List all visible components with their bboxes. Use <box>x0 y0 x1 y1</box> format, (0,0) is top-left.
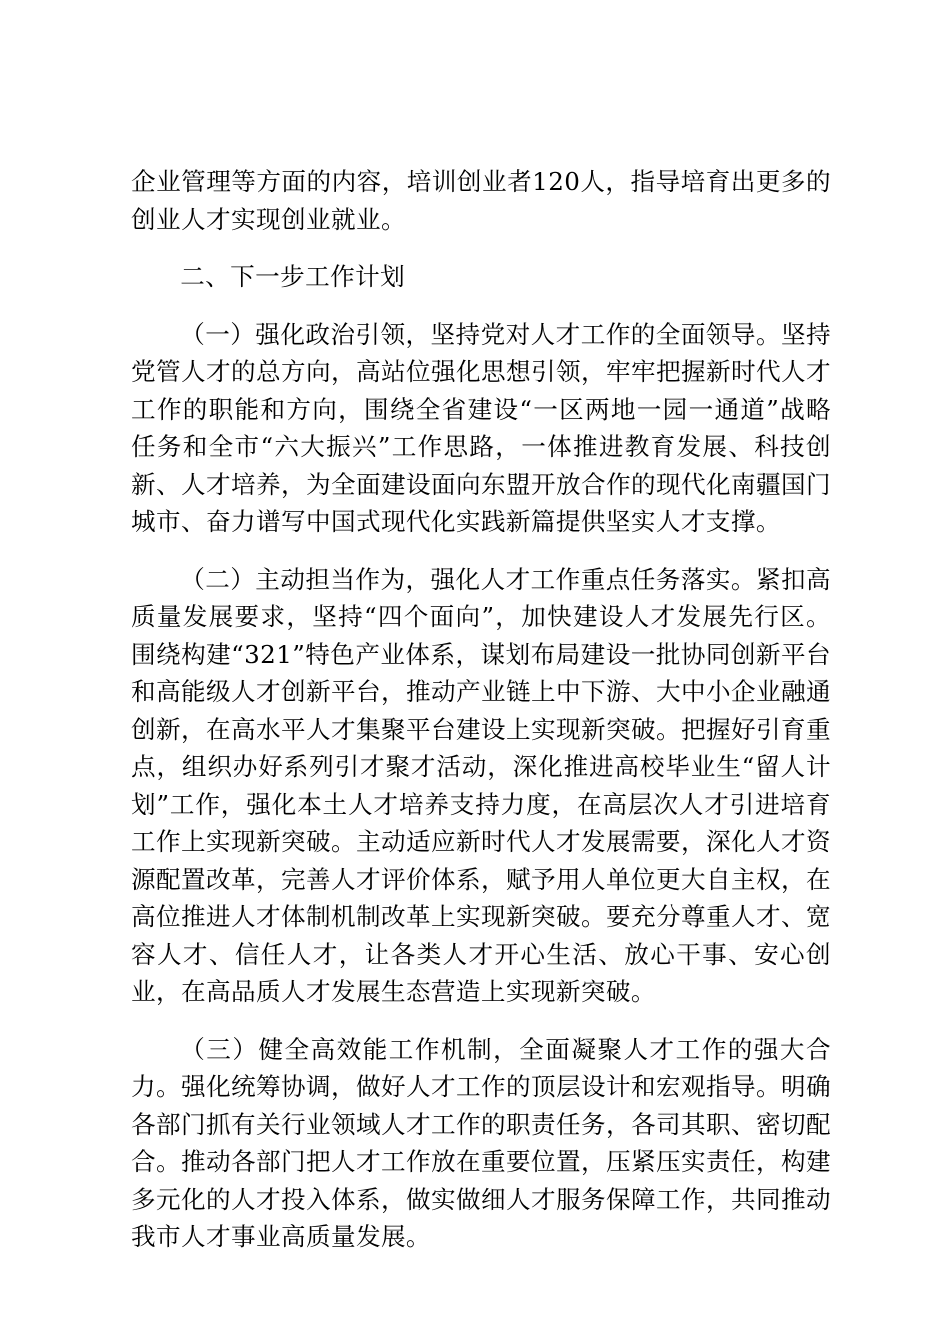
paragraph-item-3: （三）健全高效能工作机制，全面凝聚人才工作的强大合力。强化统筹协调，做好人才工作的顶层设计和宏观指导。明确各部门抓有关行业领域人才工作的职责任务，各司其职、密切配合。推动各部门把人才工作放在重要位置，压紧压实责任，构建多元化的人才投入体系，做实做细人才服务保障工作，共同推动我市人才事业高质量发展。 <box>131 1034 831 1251</box>
paragraph-item-1: （一）强化政治引领，坚持党对人才工作的全面领导。坚持党管人才的总方向，高站位强化思想引领，牢牢把握新时代人才工作的职能和方向，围绕全省建设“一区两地一园一通道”战略任务和全市“六大振兴”工作思路，一体推进教育发展、科技创新、人才培养，为全面建设面向东盟开放合作的现代化南疆国门城市、奋力谱写中国式现代化实践新篇提供坚实人才支撑。 <box>131 319 831 536</box>
paragraph-item-2: （二）主动担当作为，强化人才工作重点任务落实。紧扣高质量发展要求，坚持“四个面向”，加快建设人才发展先行区。围绕构建“321”特色产业体系，谋划布局建设一批协同创新平台和高能级人才创新平台，推动产业链上中下游、大中小企业融通创新，在高水平人才集聚平台建设上实现新突破。把握好引育重点，组织办好系列引才聚才活动，深化推进高校毕业生“留人计划”工作，强化本土人才培养支持力度，在高层次人才引进培育工作上实现新突破。主动适应新时代人才发展需要，深化人才资源配置改革，完善人才评价体系，赋予用人单位更大自主权，在高位推进人才体制机制改革上实现新突破。要充分尊重人才、宽容人才、信任人才，让各类人才开心生活、放心干事、安心创业，在高品质人才发展生态营造上实现新突破。 <box>131 564 831 1006</box>
paragraph-continuation: 企业管理等方面的内容，培训创业者120人，指导培育出更多的创业人才实现创业就业。 <box>131 167 831 234</box>
section-heading-next-plan: 二、下一步工作计划 <box>180 262 406 291</box>
document-body <box>131 163 831 1256</box>
